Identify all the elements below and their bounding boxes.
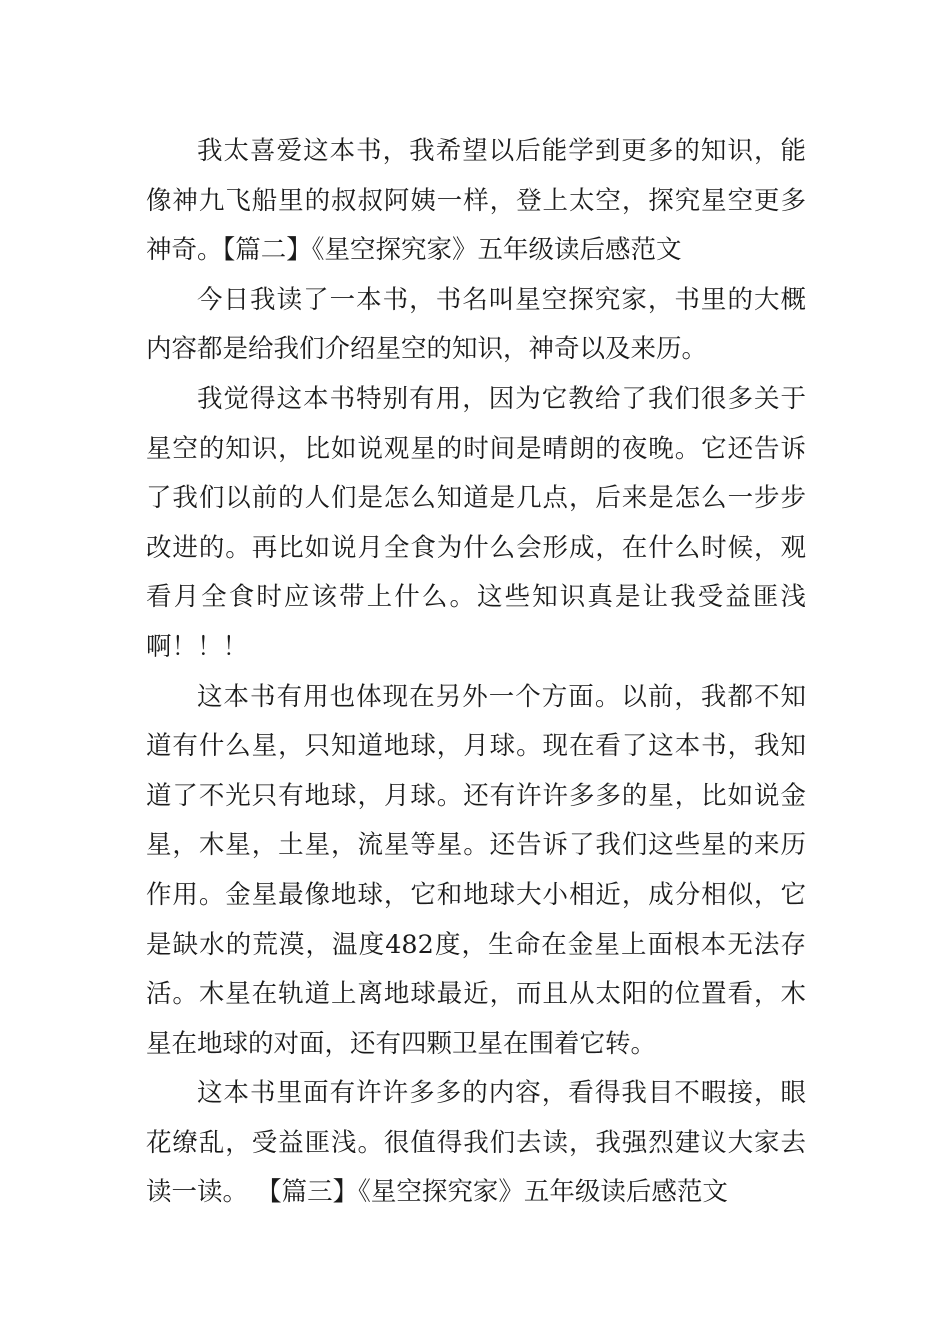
- paragraph-1: [146, 127, 806, 276]
- document-body: [146, 127, 806, 1218]
- paragraph-4-text: 这本书有用也体现在另外一个方面。以前，我都不知道有什么星，只知道地球，月球。现在看了这本书，我知道了不光只有地球，月球。还有许许多多的星，比如说金星，木星，土星，流星等星。还告诉了我们这些星的来历作用。金星最像地球，它和地球大小相近，成分相似，它是缺水的荒漠，温度482度，生命在金星上面根本无法存活。木星在轨道上离地球最近，而且从太阳的位置看，木星在地球的对面，还有四颗卫星在围着它转。: [146, 681, 806, 1059]
- paragraph-1-text: 我太喜爱这本书，我希望以后能学到更多的知识，能像神九飞船里的叔叔阿姨一样，登上太空，探究星空更多神奇。: [146, 136, 806, 266]
- section-heading-3: 【篇三】《星空探究家》五年级读后感范文: [256, 1177, 728, 1208]
- paragraph-2-text: 今日我读了一本书，书名叫星空探究家，书里的大概内容都是给我们介绍星空的知识，神奇以及来历。: [146, 284, 806, 365]
- paragraph-3: [146, 375, 806, 673]
- paragraph-4: [146, 673, 806, 1070]
- paragraph-2: [146, 276, 806, 375]
- paragraph-3-text: 我觉得这本书特别有用，因为它教给了我们很多关于星空的知识，比如说观星的时间是晴朗的夜晚。它还告诉了我们以前的人们是怎么知道是几点，后来是怎么一步步改进的。再比如说月全食为什么会形成，在什么时候，观看月全食时应该带上什么。这些知识真是让我受益匪浅啊！！！: [146, 383, 806, 662]
- section-heading-2: 【篇二】《星空探究家》五年级读后感范文: [222, 235, 682, 266]
- paragraph-5-text: 这本书里面有许许多多的内容，看得我目不暇接，眼花缭乱，受益匪浅。很值得我们去读，我强烈建议大家去读一读。: [146, 1078, 806, 1208]
- paragraph-5: [146, 1069, 806, 1218]
